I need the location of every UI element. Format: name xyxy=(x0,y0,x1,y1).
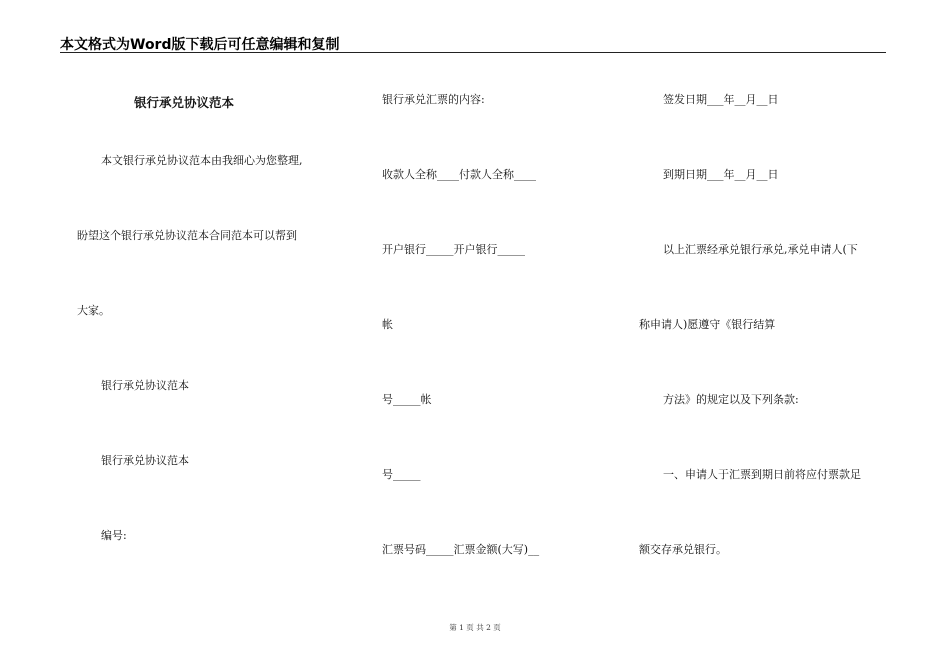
left-line-3: 大家。 xyxy=(77,304,110,317)
left-line-5: 银行承兑协议范本 xyxy=(101,454,189,467)
middle-line-1: 银行承兑汇票的内容: xyxy=(382,93,485,106)
middle-line-6: 号_____ xyxy=(382,468,421,481)
middle-line-4: 帐 xyxy=(382,318,393,331)
right-line-4: 称申请人)愿遵守《银行结算 xyxy=(639,318,776,331)
right-line-7: 额交存承兑银行。 xyxy=(639,543,727,556)
document-title: 银行承兑协议范本 xyxy=(134,95,235,110)
right-line-6: 一、申请人于汇票到期日前将应付票款足 xyxy=(663,468,861,481)
right-line-1: 签发日期___年__月__日 xyxy=(663,93,779,106)
header-rule xyxy=(60,52,886,53)
middle-line-2: 收款人全称____付款人全称____ xyxy=(382,168,536,181)
middle-line-7: 汇票号码_____汇票金额(大写)__ xyxy=(382,543,540,556)
right-line-2: 到期日期___年__月__日 xyxy=(663,168,779,181)
middle-line-5: 号_____帐 xyxy=(382,393,432,406)
right-line-5: 方法》的规定以及下列条款: xyxy=(663,393,799,406)
right-line-3: 以上汇票经承兑银行承兑,承兑申请人(下 xyxy=(663,243,858,256)
left-line-1: 本文银行承兑协议范本由我细心为您整理, xyxy=(101,154,303,167)
left-line-6: 编号: xyxy=(101,529,127,542)
left-line-4: 银行承兑协议范本 xyxy=(101,379,189,392)
middle-line-3: 开户银行_____开户银行_____ xyxy=(382,243,525,256)
document-header: 本文格式为Word版下载后可任意编辑和复制 xyxy=(60,37,340,53)
page-number: 第 1 页 共 2 页 xyxy=(449,623,501,632)
left-line-2: 盼望这个银行承兑协议范本合同范本可以帮到 xyxy=(77,229,297,242)
